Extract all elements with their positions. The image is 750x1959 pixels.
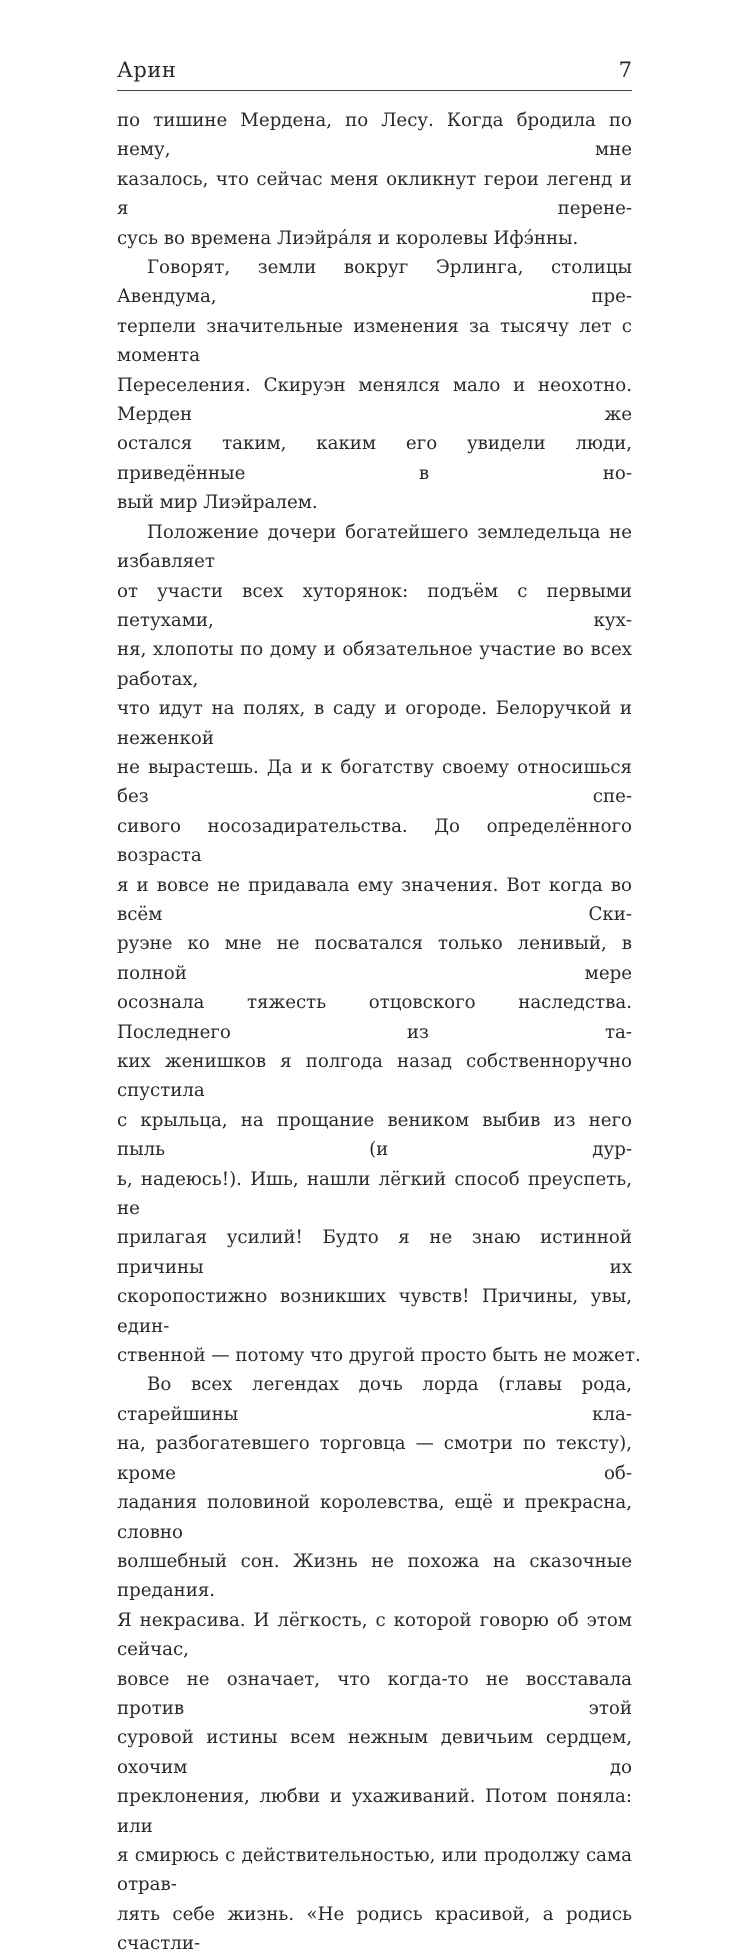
running-header <box>117 58 632 91</box>
text-line: Говорят, земли вокруг Эрлинга, столицы Авендума, пре- <box>117 257 632 308</box>
text-line: волшебный сон. Жизнь не похожа на сказочные предания. <box>117 1550 632 1602</box>
text-line: руэне ко мне не посватался только ленивый, в полной мере <box>117 933 632 984</box>
text-line: терпели значительные изменения за тысячу лет с момента <box>117 315 632 367</box>
text-line: Во всех легендах дочь лорда (главы рода, старейшины кла- <box>117 1374 632 1425</box>
text-line: по тишине Мердена, по Лесу. Когда бродила по нему, мне <box>117 110 632 161</box>
text-line: с крыльца, на прощание веником выбив из него пыль (и дур- <box>117 1109 632 1161</box>
text-line: не вырастешь. Да и к богатству своему относишься без спе- <box>117 756 632 808</box>
text-line: я и вовсе не придавала ему значения. Вот когда во всём Ски- <box>117 874 632 925</box>
paragraph <box>117 1370 632 1958</box>
text-line: Я некрасива. И лёгкость, с которой говорю об этом сейчас, <box>117 1609 632 1661</box>
text-line: ких женишков я полгода назад собственноручно спустила <box>117 1051 632 1102</box>
text-line: остался таким, каким его увидели люди, приведённые в но- <box>117 433 632 484</box>
text-line: сивого носозадирательства. До определённого возраста <box>117 815 632 867</box>
text-line: вый мир Лиэйралем. <box>117 492 318 514</box>
text-line: на, разбогатевшего торговца — смотри по тексту), кроме об- <box>117 1433 632 1484</box>
paragraph <box>117 253 632 518</box>
paragraph <box>117 106 632 253</box>
text-line: лять себе жизнь. «Не родись красивой, а родись счастли- <box>117 1903 632 1955</box>
text-line: ственной — потому что другой просто быть не может. <box>117 1345 641 1367</box>
text-line: суровой истины всем нежным девичьим сердцем, охочим до <box>117 1727 632 1778</box>
text-line: что идут на полях, в саду и огороде. Белоручкой и неженкой <box>117 698 632 749</box>
text-line: от участи всех хуторянок: подъём с первыми петухами, кух- <box>117 580 632 631</box>
text-line: ь, надеюсь!). Ишь, нашли лёгкий способ преуспеть, не <box>117 1168 632 1220</box>
running-title: Арин <box>117 58 177 82</box>
text-line: прилагая усилий! Будто я не знаю истинной причины их <box>117 1227 632 1278</box>
body-text <box>117 106 641 1959</box>
text-line: казалось, что сейчас меня окликнут герои легенд и я перене- <box>117 168 632 220</box>
text-line: сусь во времена Лиэйра́ля и королевы Ифэ́нны. <box>117 227 579 249</box>
paragraph <box>117 518 641 1371</box>
page-number: 7 <box>618 58 632 82</box>
text-line: преклонения, любви и ухаживаний. Потом поняла: или <box>117 1786 632 1837</box>
text-line: ня, хлопоты по дому и обязательное участие во всех работах, <box>117 639 632 690</box>
text-line: осознала тяжесть отцовского наследства. Последнего из та- <box>117 992 632 1043</box>
text-line: ладания половиной королевства, ещё и прекрасна, словно <box>117 1492 632 1543</box>
text-line: Переселения. Скируэн менялся мало и неохотно. Мерден же <box>117 374 632 426</box>
text-line: скоропостижно возникших чувств! Причины, увы, един- <box>117 1286 632 1337</box>
text-line: Положение дочери богатейшего земледельца не избавляет <box>117 521 632 573</box>
text-line: вовсе не означает, что когда-то не восставала против этой <box>117 1668 632 1719</box>
text-line: я смирюсь с действительностью, или продолжу сама отрав- <box>117 1844 632 1896</box>
